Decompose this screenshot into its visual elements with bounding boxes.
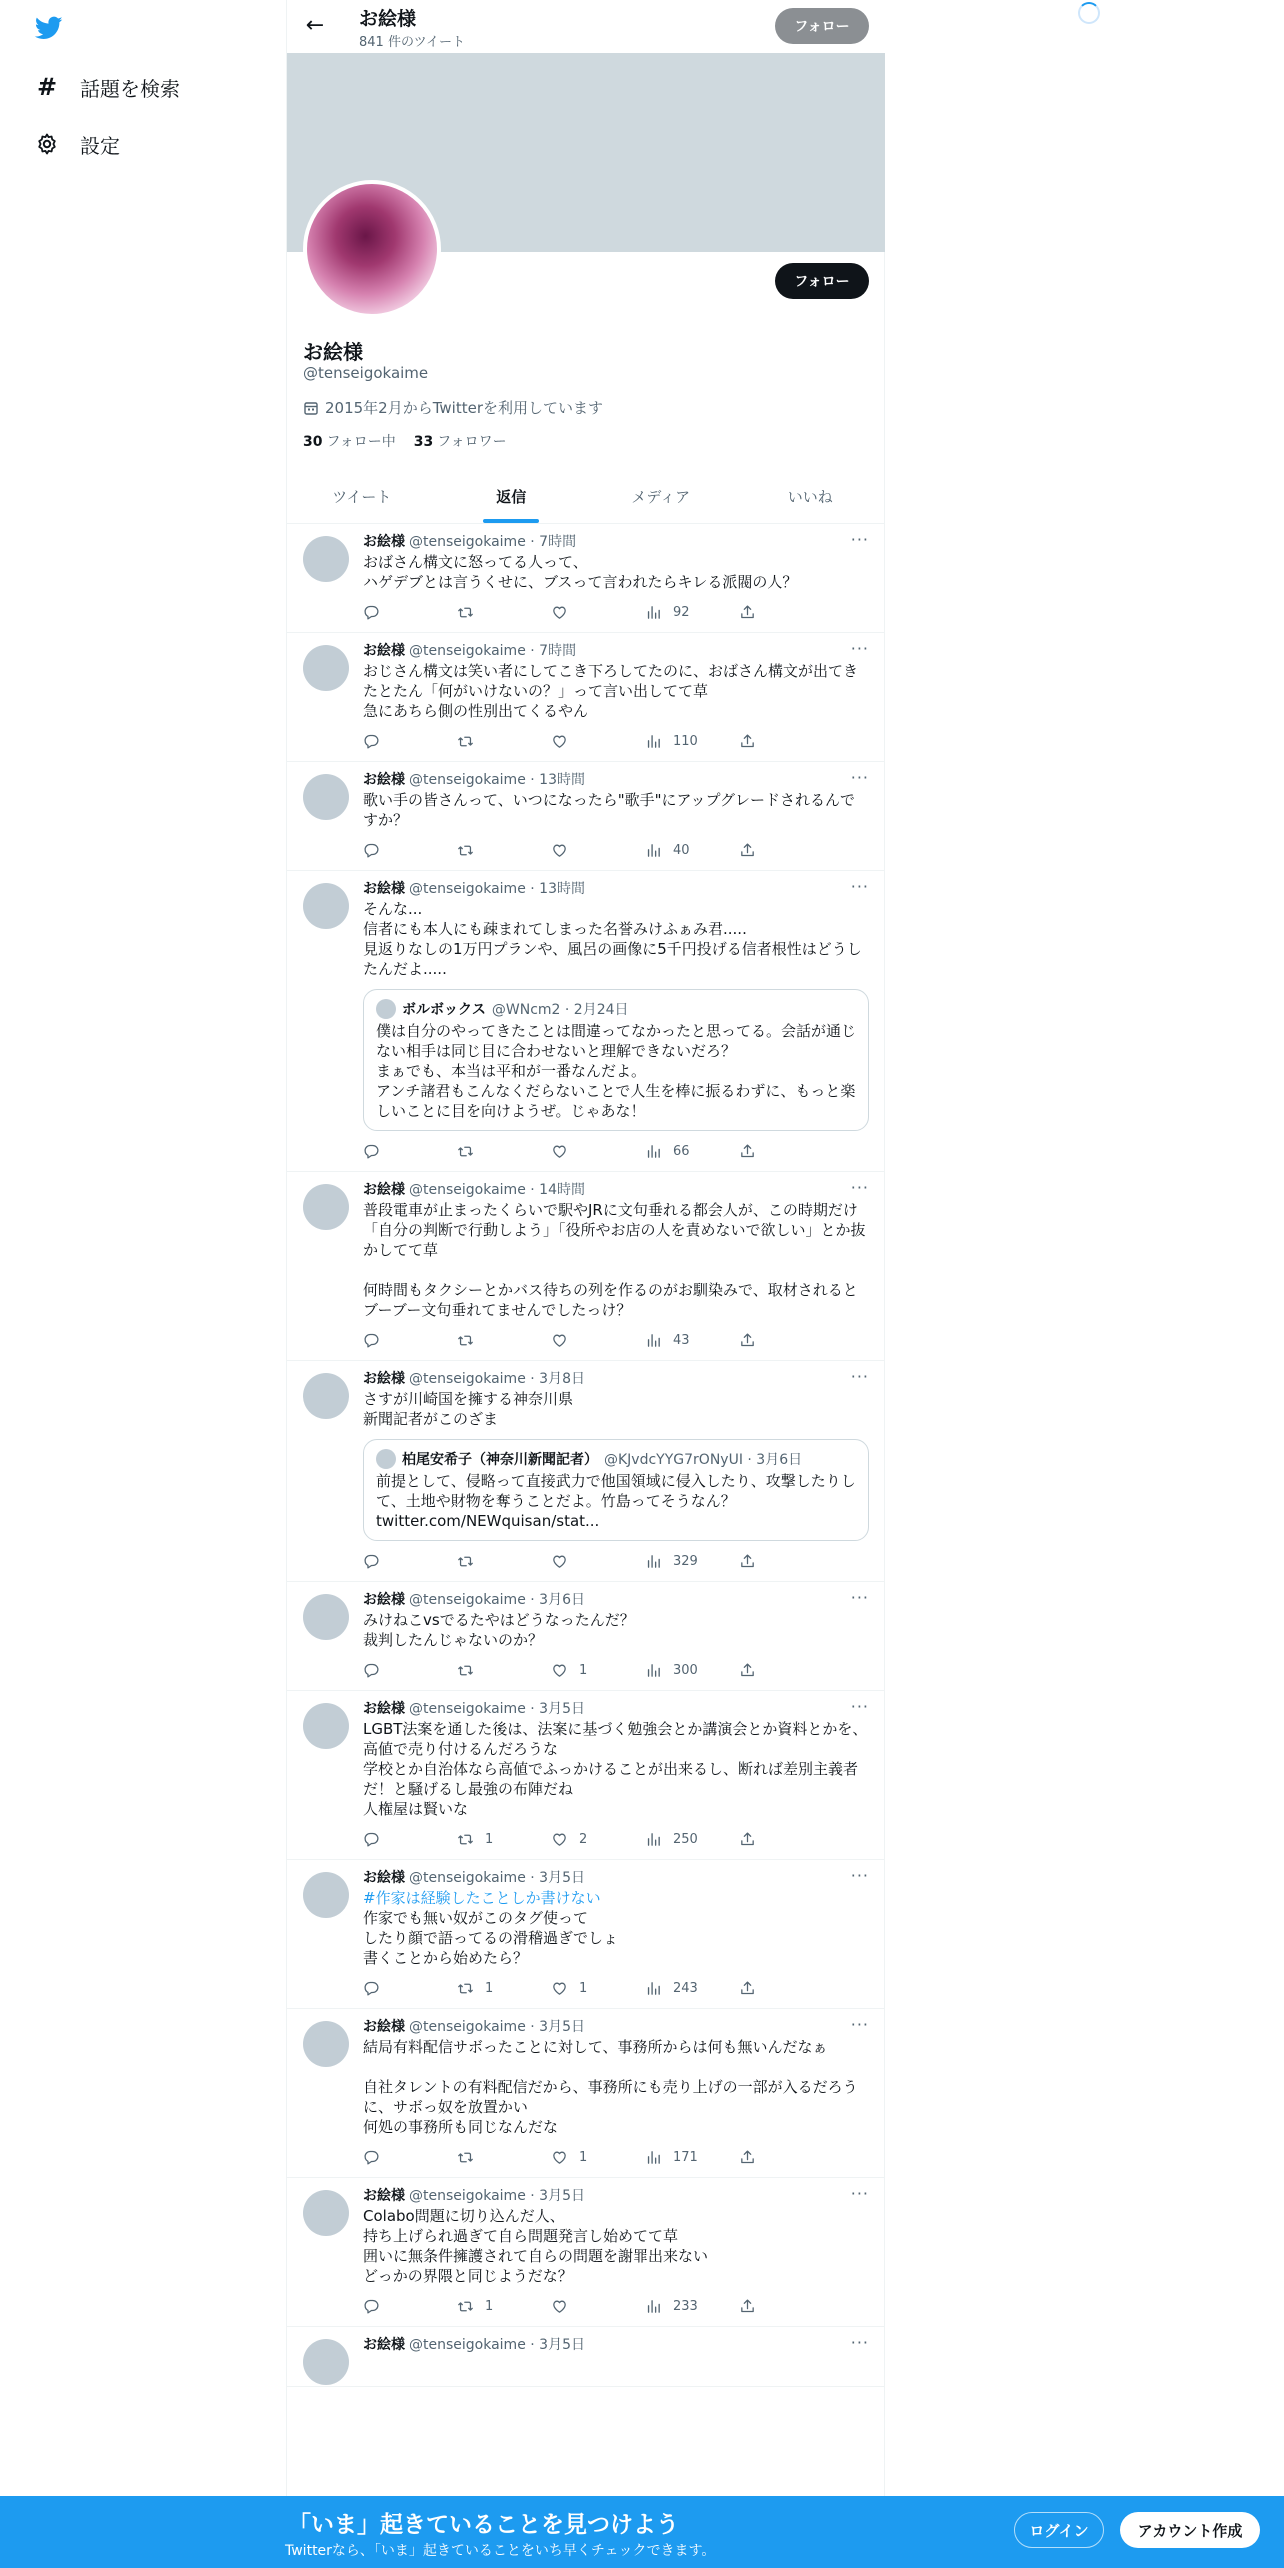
retweet-icon xyxy=(457,604,474,621)
tweet-text: おばさん構文に怒ってる人って、 ハゲデブとは言うくせに、ブスって言われたらキレる派閥の人？ xyxy=(363,553,798,591)
quoted-text: 前提として、侵略って直接武力で他国領域に侵入したり、攻撃したりして、土地や財物を奪うことだよ。竹島ってそうなん？ twitter.com/NEWquisan/stat... xyxy=(376,1472,856,1530)
views-count: 250 xyxy=(673,1831,698,1847)
avatar[interactable] xyxy=(303,1872,349,1918)
retweet-icon xyxy=(457,2298,474,2315)
profile-handle: @tenseigokaime xyxy=(303,364,429,382)
tweet-actions xyxy=(363,1660,869,1680)
tweet-author-name[interactable]: お絵様 xyxy=(363,643,405,659)
tweet-meta: @tenseigokaime · 3月5日 xyxy=(409,1701,585,1717)
tweet-meta: @tenseigokaime · 13時間 xyxy=(409,772,585,788)
share-button[interactable] xyxy=(739,1831,767,1848)
like-button[interactable] xyxy=(551,2149,645,2166)
retweet-button[interactable] xyxy=(457,842,551,859)
tweet-text: 作家でも無い奴がこのタグ使って したり顔で語ってるの滑稽過ぎでしょ 書くことから始めたら？ xyxy=(363,1909,619,1967)
views-count: 66 xyxy=(673,1143,690,1159)
avatar[interactable] xyxy=(303,2021,349,2067)
views-icon xyxy=(645,733,662,750)
like-count: 1 xyxy=(579,1980,588,1996)
quoted-avatar xyxy=(376,999,396,1019)
views-button[interactable] xyxy=(645,842,739,859)
tweet-author-name[interactable]: お絵様 xyxy=(363,1592,405,1608)
quoted-tweet[interactable] xyxy=(363,989,869,1131)
profile-name: お絵様 xyxy=(303,340,363,364)
views-icon xyxy=(645,1662,662,1679)
tweet-header xyxy=(363,1868,869,1888)
quoted-meta: @WNcm2 · 2月24日 xyxy=(491,1002,629,1018)
share-icon xyxy=(739,1143,756,1160)
views-button[interactable] xyxy=(645,2298,739,2315)
like-button[interactable] xyxy=(551,1143,645,1160)
tweet-author-name[interactable]: お絵様 xyxy=(363,1371,405,1387)
like-button[interactable] xyxy=(551,1332,645,1349)
retweet-icon xyxy=(457,1662,474,1679)
retweet-button[interactable] xyxy=(457,2149,551,2166)
tweet-actions xyxy=(363,1551,869,1571)
reply-button[interactable] xyxy=(363,1332,457,1349)
avatar[interactable] xyxy=(303,2190,349,2236)
tweet-meta: @tenseigokaime · 3月5日 xyxy=(409,1870,585,1886)
tweet-header xyxy=(363,879,869,899)
tab-media[interactable]: メディア xyxy=(631,488,691,506)
profile-header xyxy=(287,0,885,53)
reply-button[interactable] xyxy=(363,1831,457,1848)
reply-button[interactable] xyxy=(363,2149,457,2166)
quoted-meta: @KJvdcYYG7rONyUI · 3月6日 xyxy=(604,1452,803,1468)
more-options-icon[interactable]: ··· xyxy=(850,1178,869,1197)
quoted-tweet[interactable] xyxy=(363,1439,869,1541)
share-icon xyxy=(739,733,756,750)
avatar[interactable] xyxy=(303,883,349,929)
retweet-icon xyxy=(457,733,474,750)
tweet-author-name[interactable]: お絵様 xyxy=(363,2188,405,2204)
tweet-actions xyxy=(363,1141,869,1161)
tweet-actions xyxy=(363,1330,869,1350)
tweet-author-name[interactable]: お絵様 xyxy=(363,1701,405,1717)
like-icon xyxy=(551,2149,568,2166)
login-button[interactable]: ログイン xyxy=(1014,2512,1104,2548)
views-button[interactable] xyxy=(645,1143,739,1160)
share-button[interactable] xyxy=(739,1662,767,1679)
signup-button[interactable]: アカウント作成 xyxy=(1120,2512,1260,2548)
like-button[interactable] xyxy=(551,842,645,859)
more-options-icon[interactable]: ··· xyxy=(850,1367,869,1386)
hashtag-link[interactable]: #作家は経験したことしか書けない xyxy=(363,1889,601,1907)
tweet[interactable] xyxy=(287,2178,885,2327)
avatar[interactable] xyxy=(303,774,349,820)
share-button[interactable] xyxy=(739,842,767,859)
tweet-text: さすが川崎国を擁する神奈川県 新聞記者がこのざま xyxy=(363,1390,574,1428)
share-icon xyxy=(739,1980,756,1997)
more-options-icon[interactable]: ··· xyxy=(850,639,869,658)
like-icon xyxy=(551,2298,568,2315)
views-button[interactable] xyxy=(645,604,739,621)
avatar[interactable] xyxy=(303,1184,349,1230)
tweet-hashtag xyxy=(363,1888,869,1908)
quoted-author-name: 柏尾安希子（神奈川新聞記者） xyxy=(402,1452,598,1468)
like-count: 1 xyxy=(579,2149,588,2165)
tweet-meta: @tenseigokaime · 14時間 xyxy=(409,1182,585,1198)
follow-button[interactable]: フォロー xyxy=(775,263,869,299)
avatar[interactable] xyxy=(303,536,349,582)
tweet[interactable] xyxy=(287,1172,885,1361)
hashtag-icon: # xyxy=(36,73,58,101)
like-icon xyxy=(551,1662,568,1679)
share-icon xyxy=(739,2149,756,2166)
reply-button[interactable] xyxy=(363,733,457,750)
profile-tabs xyxy=(287,470,885,524)
like-button[interactable] xyxy=(551,1831,645,1848)
following-label: フォロー中 xyxy=(326,434,396,450)
quoted-avatar xyxy=(376,1449,396,1469)
like-icon xyxy=(551,1143,568,1160)
views-icon xyxy=(645,1980,662,1997)
retweet-icon xyxy=(457,1332,474,1349)
avatar[interactable] xyxy=(303,1703,349,1749)
retweet-icon xyxy=(457,1143,474,1160)
tweet-author-name[interactable]: お絵様 xyxy=(363,1182,405,1198)
tweet-feed xyxy=(287,524,885,2387)
retweet-button[interactable] xyxy=(457,604,551,621)
tweet-header xyxy=(363,2186,869,2206)
like-button[interactable] xyxy=(551,2298,645,2315)
tweet-meta: @tenseigokaime · 3月5日 xyxy=(409,2019,585,2035)
reply-button[interactable] xyxy=(363,1662,457,1679)
profile-avatar[interactable] xyxy=(303,180,441,318)
views-icon xyxy=(645,1831,662,1848)
views-button[interactable] xyxy=(645,1831,739,1848)
share-icon xyxy=(739,1332,756,1349)
reply-icon xyxy=(363,1662,380,1679)
quoted-tweet-header xyxy=(376,999,856,1019)
tweet-meta: @tenseigokaime · 3月5日 xyxy=(409,2337,585,2353)
views-button[interactable] xyxy=(645,1332,739,1349)
tweet-actions xyxy=(363,2147,869,2167)
reply-icon xyxy=(363,2149,380,2166)
tweet-text: 普段電車が止まったくらいで駅やJRに文句垂れる都会人が、この時期だけ「自分の判断で行動しよう」「役所やお店の人を責めないで欲しい」とか抜かしてて草 何時間もタクシーとかバス待ちの列を作るのがお馴染みで、取材されるとブーブー文句垂れてませんでしたっけ？ xyxy=(363,1201,866,1319)
tweet[interactable] xyxy=(287,1361,885,1582)
retweet-icon xyxy=(457,1553,474,1570)
tab-tweets[interactable]: ツイート xyxy=(332,488,392,506)
tweet-meta: @tenseigokaime · 7時間 xyxy=(409,534,577,550)
reply-icon xyxy=(363,733,380,750)
share-icon xyxy=(739,1553,756,1570)
tweet-header xyxy=(363,1369,869,1389)
like-icon xyxy=(551,1831,568,1848)
retweet-button[interactable] xyxy=(457,1662,551,1679)
like-icon xyxy=(551,604,568,621)
header-name: お絵様 xyxy=(359,8,417,30)
views-button[interactable] xyxy=(645,733,739,750)
views-icon xyxy=(645,1143,662,1160)
retweet-button[interactable] xyxy=(457,1143,551,1160)
tweet-text: 結局有料配信サボったことに対して、事務所からは何も無いんだなぁ 自社タレントの有料配信だから、事務所にも売り上げの一部が入るだろうに、サボっ奴を放置かい 何処の事務所も同じなんだな xyxy=(363,2038,858,2136)
tweet-actions xyxy=(363,2296,869,2316)
signup-banner xyxy=(0,2496,1284,2568)
reply-icon xyxy=(363,842,380,859)
share-icon xyxy=(739,1662,756,1679)
views-icon xyxy=(645,2298,662,2315)
views-button[interactable] xyxy=(645,1662,739,1679)
quoted-text: 僕は自分のやってきたことは間違ってなかったと思ってる。会話が通じない相手は同じ目に合わせないと理解できないだろ？ まぁでも、本当は平和が一番なんだよ。 アンチ諸君もこんなくだらないことで人生を棒に振るわずに、もっと楽しいことに目を向けようぜ。じゃあな！ xyxy=(376,1022,857,1120)
share-icon xyxy=(739,604,756,621)
tweet-header xyxy=(363,2017,869,2037)
views-count: 243 xyxy=(673,1980,698,1996)
twitter-logo-icon[interactable] xyxy=(33,14,65,42)
share-button[interactable] xyxy=(739,1332,767,1349)
avatar[interactable] xyxy=(303,645,349,691)
reply-button[interactable] xyxy=(363,1980,457,1997)
loading-spinner-icon xyxy=(1078,2,1100,24)
share-button[interactable] xyxy=(739,2298,767,2315)
views-icon xyxy=(645,1332,662,1349)
tweet-header xyxy=(363,532,869,552)
tweet-text: そんな... 信者にも本人にも疎まれてしまった名誉みけふぁみ君..... 見返りなしの1万円プランや、風呂の画像に5千円投げる信者根性はどうしたんだよ..... xyxy=(363,900,862,978)
views-icon xyxy=(645,1553,662,1570)
reply-icon xyxy=(363,1143,380,1160)
sidebar-item-settings[interactable] xyxy=(34,124,120,164)
tweet-meta: @tenseigokaime · 7時間 xyxy=(409,643,577,659)
tweet[interactable] xyxy=(287,871,885,1172)
like-count: 1 xyxy=(579,1662,588,1678)
tweet-author-name[interactable]: お絵様 xyxy=(363,772,405,788)
reply-button[interactable] xyxy=(363,2298,457,2315)
tweet-meta: @tenseigokaime · 3月5日 xyxy=(409,2188,585,2204)
tweet-author-name[interactable]: お絵様 xyxy=(363,534,405,550)
retweet-button[interactable] xyxy=(457,733,551,750)
share-icon xyxy=(739,842,756,859)
quoted-author-name: ボルボックス xyxy=(402,1002,486,1018)
retweet-button[interactable] xyxy=(457,1332,551,1349)
like-button[interactable] xyxy=(551,1662,645,1679)
followers-count: 33 xyxy=(413,434,434,450)
tweet[interactable] xyxy=(287,2327,885,2387)
reply-icon xyxy=(363,1332,380,1349)
header-follow-button[interactable]: フォロー xyxy=(775,8,869,44)
signup-banner-title: 「いま」起きていることを見つけよう xyxy=(288,2512,679,2538)
like-icon xyxy=(551,1553,568,1570)
tweet-author-name[interactable]: お絵様 xyxy=(363,2337,405,2353)
retweet-icon xyxy=(457,842,474,859)
like-button[interactable] xyxy=(551,1980,645,1997)
views-icon xyxy=(645,842,662,859)
tweet-text: みけねこvsでるたやはどうなったんだ？ 裁判したんじゃないのか？ xyxy=(363,1611,635,1649)
tweet[interactable] xyxy=(287,2009,885,2178)
retweet-icon xyxy=(457,2149,474,2166)
views-button[interactable] xyxy=(645,1980,739,1997)
more-options-icon[interactable]: ··· xyxy=(850,530,869,549)
retweet-icon xyxy=(457,1980,474,1997)
sidebar-item-explore[interactable] xyxy=(34,67,180,107)
more-options-icon[interactable]: ··· xyxy=(850,768,869,787)
views-button[interactable] xyxy=(645,1553,739,1570)
share-button[interactable] xyxy=(739,733,767,750)
tweet-text: 歌い手の皆さんって、いつになったら"歌手"にアップグレードされるんですか？ xyxy=(363,791,856,829)
views-icon xyxy=(645,2149,662,2166)
like-button[interactable] xyxy=(551,733,645,750)
profile-stats xyxy=(303,431,507,451)
tab-replies[interactable]: 返信 xyxy=(437,470,587,523)
retweet-button[interactable] xyxy=(457,1553,551,1570)
profile-joined xyxy=(303,397,603,418)
views-count: 329 xyxy=(673,1553,698,1569)
tweet-actions xyxy=(363,602,869,622)
views-count: 92 xyxy=(673,604,690,620)
tweet-actions xyxy=(363,840,869,860)
signup-banner-subtitle: Twitterなら、「いま」起きていることをいち早くチェックできます。 xyxy=(285,2543,716,2559)
retweet-button[interactable] xyxy=(457,2298,551,2315)
views-count: 233 xyxy=(673,2298,698,2314)
reply-icon xyxy=(363,1831,380,1848)
tab-likes[interactable]: いいね xyxy=(787,488,833,506)
tweet-actions xyxy=(363,1829,869,1849)
more-options-icon[interactable]: ··· xyxy=(850,877,869,896)
tweet-meta: @tenseigokaime · 3月8日 xyxy=(409,1371,585,1387)
tweet[interactable] xyxy=(287,762,885,871)
sidebar-item-label: 設定 xyxy=(80,133,120,158)
share-button[interactable] xyxy=(739,2149,767,2166)
reply-icon xyxy=(363,1980,380,1997)
following-count: 30 xyxy=(303,434,323,450)
avatar[interactable] xyxy=(303,1373,349,1419)
sidebar-item-label: 話題を検索 xyxy=(80,76,180,101)
like-button[interactable] xyxy=(551,1553,645,1570)
tweet[interactable] xyxy=(287,1691,885,1860)
tweet[interactable] xyxy=(287,1860,885,2009)
reply-button[interactable] xyxy=(363,1143,457,1160)
share-button[interactable] xyxy=(739,604,767,621)
like-button[interactable] xyxy=(551,604,645,621)
back-arrow-icon[interactable]: ← xyxy=(305,13,325,38)
following-link[interactable] xyxy=(303,431,396,451)
tweet-meta: @tenseigokaime · 3月6日 xyxy=(409,1592,585,1608)
more-options-icon[interactable]: ··· xyxy=(850,1866,869,1885)
retweet-icon xyxy=(457,1831,474,1848)
like-icon xyxy=(551,842,568,859)
reply-icon xyxy=(363,2298,380,2315)
calendar-icon xyxy=(303,400,319,416)
quoted-tweet-header xyxy=(376,1449,856,1469)
reply-icon xyxy=(363,604,380,621)
tweet-actions xyxy=(363,731,869,751)
retweet-count: 1 xyxy=(485,1831,494,1847)
tweet-header xyxy=(363,641,869,661)
tweet-header xyxy=(363,1180,869,1200)
reply-button[interactable] xyxy=(363,1553,457,1570)
more-options-icon[interactable]: ··· xyxy=(850,2015,869,2034)
tweet-header xyxy=(363,770,869,790)
reply-icon xyxy=(363,1553,380,1570)
views-count: 300 xyxy=(673,1662,698,1678)
tweet-author-name[interactable]: お絵様 xyxy=(363,881,405,897)
more-options-icon[interactable]: ··· xyxy=(850,2184,869,2203)
tweet-header xyxy=(363,1590,869,1610)
views-icon xyxy=(645,604,662,621)
like-count: 2 xyxy=(579,1831,588,1847)
retweet-count: 1 xyxy=(485,1980,494,1996)
tweet-author-name[interactable]: お絵様 xyxy=(363,1870,405,1886)
views-count: 43 xyxy=(673,1332,690,1348)
avatar[interactable] xyxy=(303,2339,349,2385)
avatar[interactable] xyxy=(303,1594,349,1640)
tweet-header xyxy=(363,2335,869,2355)
tweet-text: Colabo問題に切り込んだ人、 持ち上げられ過ぎて自ら問題発言し始めてて草 囲いに無条件擁護されて自らの問題を謝罪出来ない どっかの界隈と同じようだな？ xyxy=(363,2207,709,2285)
share-icon xyxy=(739,2298,756,2315)
like-icon xyxy=(551,1332,568,1349)
reply-button[interactable] xyxy=(363,842,457,859)
tweet-header xyxy=(363,1699,869,1719)
like-icon xyxy=(551,733,568,750)
reply-button[interactable] xyxy=(363,604,457,621)
share-button[interactable] xyxy=(739,1553,767,1570)
retweet-count: 1 xyxy=(485,2298,494,2314)
more-options-icon[interactable]: ··· xyxy=(850,2333,869,2352)
views-count: 171 xyxy=(673,2149,698,2165)
followers-link[interactable] xyxy=(414,431,507,451)
followers-label: フォロワー xyxy=(437,434,507,450)
tweet[interactable] xyxy=(287,633,885,762)
like-icon xyxy=(551,1980,568,1997)
tweet-meta: @tenseigokaime · 13時間 xyxy=(409,881,585,897)
retweet-button[interactable] xyxy=(457,1980,551,1997)
profile-column xyxy=(286,0,885,2568)
tweet-text: LGBT法案を通した後は、法案に基づく勉強会とか講演会とか資料とかを、高値で売り付けるんだろうな 学校とか自治体なら高値でふっかけることが出来るし、断れば差別主義者だ！と騒げるし最強の布陣だね 人権屋は賢いな xyxy=(363,1720,868,1818)
views-count: 110 xyxy=(673,733,698,749)
share-button[interactable] xyxy=(739,1980,767,1997)
joined-text: 2015年2月からTwitterを利用しています xyxy=(325,399,603,417)
header-tweet-count: 841 件のツイート xyxy=(359,35,466,50)
tweet[interactable] xyxy=(287,524,885,633)
share-button[interactable] xyxy=(739,1143,767,1160)
more-options-icon[interactable]: ··· xyxy=(850,1697,869,1716)
tweet-actions xyxy=(363,1978,869,1998)
gear-icon xyxy=(34,131,60,157)
tweet[interactable] xyxy=(287,1582,885,1691)
retweet-button[interactable] xyxy=(457,1831,551,1848)
tweet-author-name[interactable]: お絵様 xyxy=(363,2019,405,2035)
more-options-icon[interactable]: ··· xyxy=(850,1588,869,1607)
share-icon xyxy=(739,1831,756,1848)
views-count: 40 xyxy=(673,842,690,858)
tweet-text: おじさん構文は笑い者にしてこき下ろしてたのに、おばさん構文が出てきたとたん「何がいけないの？」って言い出してて草 急にあちら側の性別出てくるやん xyxy=(363,662,859,720)
views-button[interactable] xyxy=(645,2149,739,2166)
